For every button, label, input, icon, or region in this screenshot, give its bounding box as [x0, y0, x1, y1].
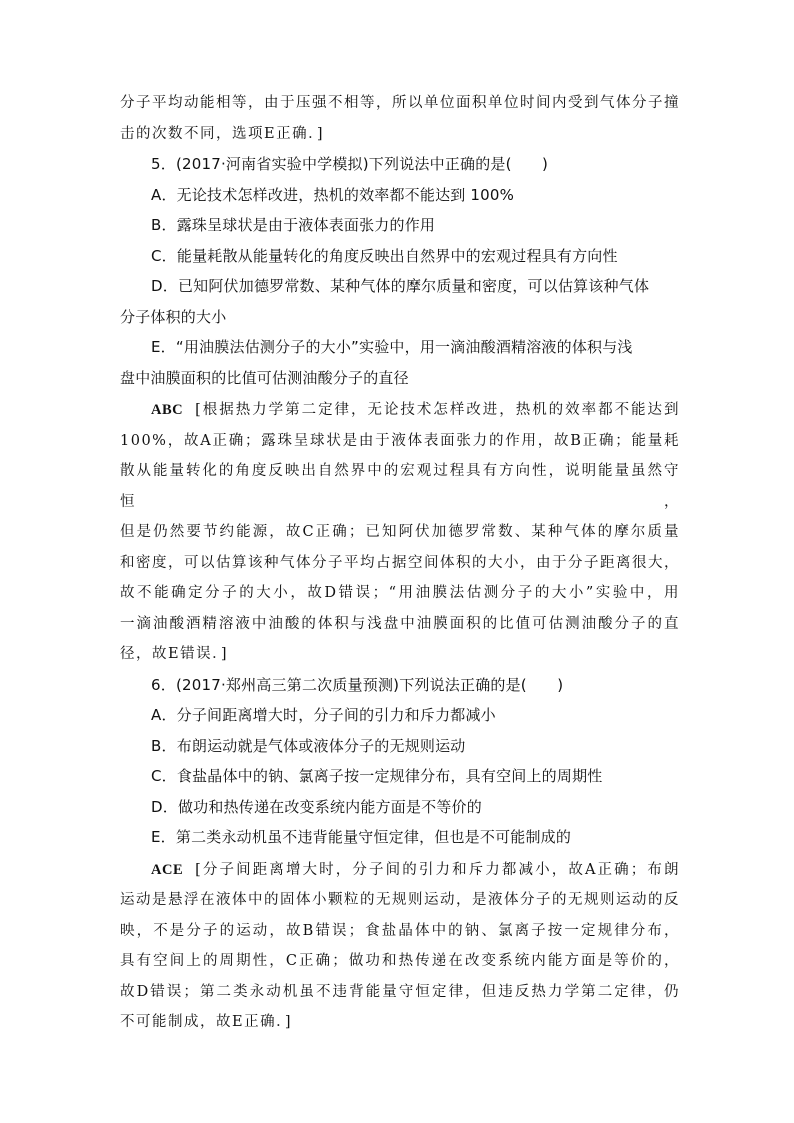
explanation-line: 击的次数不同，选项E正确．] — [120, 125, 324, 142]
question-stem: 5．(2017·河南省实验中学模拟)下列说法中正确的是( ) — [151, 155, 549, 173]
explanation-line: 散从能量转化的角度反映出自然界中的宏观过程具有方向性，说明能量虽然守恒， — [120, 463, 680, 510]
question-stem: 6．(2017·郑州高三第二次质量预测)下列说法正确的是( ) — [151, 675, 564, 694]
question-6 — [120, 670, 680, 1038]
explanation-line: 不可能制成，故E正确．] — [120, 1014, 292, 1030]
explanation-line: 但是仍然要节约能源，故C正确；已知阿伏加德罗常数、某种气体的摩尔质量 — [120, 524, 680, 540]
explanation-line: 故不能确定分子的大小，故D错误；“用油膜法估测分子的大小”实验中，用 — [120, 585, 680, 601]
option-e: E．“用油膜法估测分子的大小”实验中，用一滴油酸酒精溶液的体积与浅 — [151, 338, 633, 356]
answer-key: ABC — [151, 402, 184, 418]
option-a: A．无论技术怎样改进，热机的效率都不能达到 100% — [151, 185, 515, 204]
explanation-line — [120, 395, 680, 426]
explanation-line: 运动是悬浮在液体中的固体小颗粒的无规则运动，是液体分子的无规则运动的反 — [120, 892, 680, 908]
option-b: B．露珠呈球状是由于液体表面张力的作用 — [151, 216, 436, 234]
answer-key: ACE — [151, 861, 184, 878]
explanation-text: [根据热力学第二定律，无论技术怎样改进，热机的效率都不能达到 — [195, 402, 680, 418]
document-page — [120, 88, 680, 1038]
explanation-line: 具有空间上的周期性，C正确；做功和热传递在改变系统内能方面是等价的， — [120, 953, 680, 969]
explanation-line: 故D错误；第二类永动机虽不违背能量守恒定律，但违反热力学第二定律，仍 — [120, 983, 680, 1000]
explanation-text: [分子间距离增大时，分子间的引力和斥力都减小，故A正确；布朗 — [195, 861, 680, 878]
option-d: D．已知阿伏加德罗常数、某种气体的摩尔质量和密度，可以估算该种气体 — [151, 277, 650, 295]
answer-explanation-6 — [120, 855, 680, 1038]
previous-explanation-tail — [120, 88, 680, 149]
option-c: C．能量耗散从能量转化的角度反映出自然界中的宏观过程具有方向性 — [151, 246, 618, 265]
option-c: C．食盐晶体中的钠、氯离子按一定规律分布，具有空间上的周期性 — [151, 767, 603, 785]
explanation-line: 100%，故A正确；露珠呈球状是由于液体表面张力的作用，故B正确；能量耗 — [120, 432, 680, 449]
option-a: A．分子间距离增大时，分子间的引力和斥力都减小 — [151, 706, 496, 724]
question-5 — [120, 149, 680, 670]
option-e: E．第二类永动机虽不违背能量守恒定律，但也是不可能制成的 — [151, 828, 572, 846]
explanation-line — [120, 855, 680, 886]
explanation-line: 分子平均动能相等，由于压强不相等，所以单位面积单位时间内受到气体分子撞 — [120, 95, 680, 111]
explanation-line: 径，故E错误．] — [120, 646, 228, 662]
answer-explanation-5 — [120, 395, 680, 670]
option-d: D．做功和热传递在改变系统内能方面是不等价的 — [151, 797, 482, 816]
explanation-line: 映，不是分子的运动，故B错误；食盐晶体中的钠、氯离子按一定规律分布， — [120, 922, 680, 939]
explanation-line: 一滴油酸酒精溶液中油酸的体积与浅盘中油膜面积的比值可估测油酸分子的直 — [120, 615, 680, 632]
option-b: B．布朗运动就是气体或液体分子的无规则运动 — [151, 736, 466, 755]
option-d-continuation: 分子体积的大小 — [120, 307, 227, 326]
option-e-continuation: 盘中油膜面积的比值可估测油酸分子的直径 — [120, 368, 409, 387]
explanation-line: 和密度，可以估算该种气体分子平均占据空间体积的大小，由于分子距离很大， — [120, 554, 680, 571]
